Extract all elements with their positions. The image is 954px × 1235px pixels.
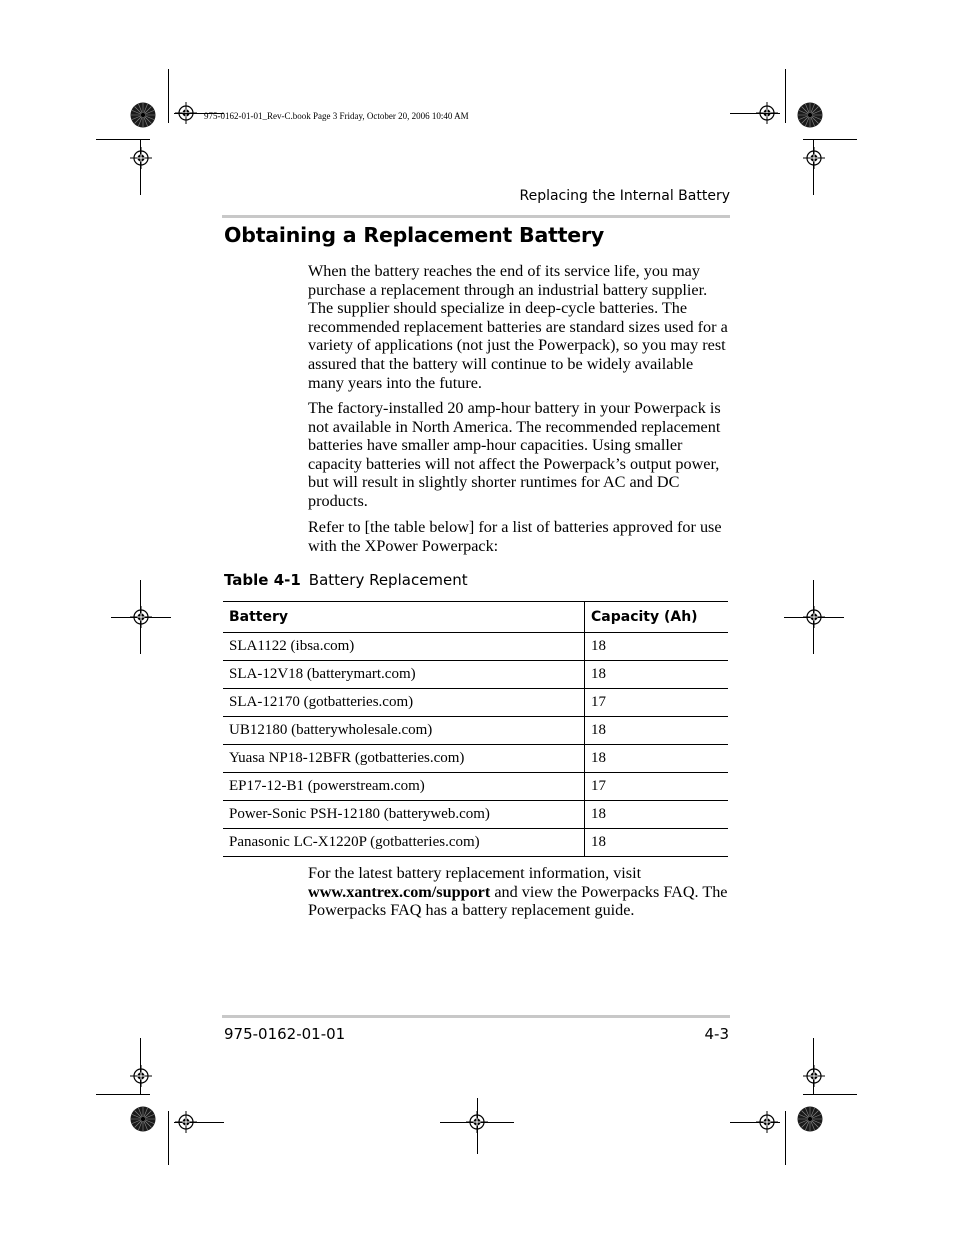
table-row [223, 745, 728, 773]
color-target-icon [797, 102, 823, 128]
crop-mark [96, 1094, 150, 1095]
crop-mark [168, 69, 169, 123]
battery-cell: SLA-12V18 (batterymart.com) [223, 661, 585, 689]
column-header-battery: Battery [223, 602, 585, 633]
capacity-cell: 17 [585, 773, 729, 801]
page-number: 4-3 [704, 1025, 729, 1043]
header-rule [222, 215, 730, 218]
crop-mark [96, 139, 150, 140]
capacity-cell: 18 [585, 661, 729, 689]
table-row [223, 717, 728, 745]
table-row [223, 661, 728, 689]
slug-line: 975-0162-01-01_Rev-C.book Page 3 Friday, October 20, 2006 10:40 AM [204, 111, 469, 121]
table-row [223, 773, 728, 801]
table-row [223, 829, 728, 857]
table-row [223, 801, 728, 829]
capacity-cell: 18 [585, 829, 729, 857]
crop-mark [803, 139, 857, 140]
color-target-icon [130, 1106, 156, 1132]
color-target-icon [130, 102, 156, 128]
footer-rule [222, 1015, 730, 1018]
table-caption [224, 571, 468, 589]
support-link[interactable]: www.xantrex.com/support [308, 882, 491, 901]
registration-mark-icon [466, 1111, 488, 1133]
battery-cell: SLA1122 (ibsa.com) [223, 633, 585, 661]
table-row [223, 689, 728, 717]
battery-cell: Panasonic LC-X1220P (gotbatteries.com) [223, 829, 585, 857]
registration-mark-icon [130, 1065, 152, 1087]
registration-mark-icon [175, 1111, 197, 1133]
capacity-cell: 18 [585, 633, 729, 661]
capacity-cell: 18 [585, 801, 729, 829]
closing-text: and view the Powerpacks FAQ. The Powerpacks FAQ has a battery replacement guide. [308, 882, 728, 920]
capacity-cell: 17 [585, 689, 729, 717]
crop-mark [803, 1094, 857, 1095]
crop-mark [785, 69, 786, 123]
column-header-capacity: Capacity (Ah) [585, 602, 729, 633]
paragraph: Refer to [the table below] for a list of batteries approved for use with the XPower Powerpack: [308, 518, 722, 555]
table-row [223, 633, 728, 661]
closing-paragraph [308, 864, 733, 920]
battery-cell: Power-Sonic PSH-12180 (batteryweb.com) [223, 801, 585, 829]
registration-mark-icon [803, 1065, 825, 1087]
battery-cell: SLA-12170 (gotbatteries.com) [223, 689, 585, 717]
closing-text: For the latest battery replacement information, visit [308, 864, 642, 882]
battery-table [223, 601, 728, 857]
registration-mark-icon [803, 606, 825, 628]
registration-mark-icon [130, 606, 152, 628]
battery-cell: Yuasa NP18-12BFR (gotbatteries.com) [223, 745, 585, 773]
crop-mark [730, 113, 780, 114]
section-heading: Obtaining a Replacement Battery [224, 223, 605, 247]
capacity-cell: 18 [585, 745, 729, 773]
table-caption-title: Battery Replacement [308, 571, 468, 589]
registration-mark-icon [756, 1111, 778, 1133]
crop-mark [785, 1111, 786, 1165]
capacity-cell: 18 [585, 717, 729, 745]
registration-mark-icon [130, 147, 152, 169]
table-header-row [223, 602, 728, 633]
registration-mark-icon [803, 147, 825, 169]
paragraph: The factory-installed 20 amp-hour battery in your Powerpack is not available in North America. The recommended replacement batteries have smaller amp-hour capacities. Using smaller capacity batteries will not affect the Powerpack’s output power, but will result in slightly shorter runtimes for AC and DC products. [308, 399, 721, 510]
document-number: 975-0162-01-01 [224, 1025, 346, 1043]
paragraph: When the battery reaches the end of its service life, you may purchase a replacement through an industrial battery supplier. The supplier should specialize in deep-cycle batteries. The recommended replacement batteries are standard sizes used for a variety of applications (not just the Powerpack), so you may rest assured that the battery will continue to be widely available many years into the future. [308, 262, 728, 392]
battery-cell: UB12180 (batterywholesale.com) [223, 717, 585, 745]
battery-cell: EP17-12-B1 (powerstream.com) [223, 773, 585, 801]
crop-mark [168, 1111, 169, 1165]
running-head: Replacing the Internal Battery [519, 188, 730, 204]
table-caption-label: Table 4-1 [224, 571, 301, 589]
color-target-icon [797, 1106, 823, 1132]
